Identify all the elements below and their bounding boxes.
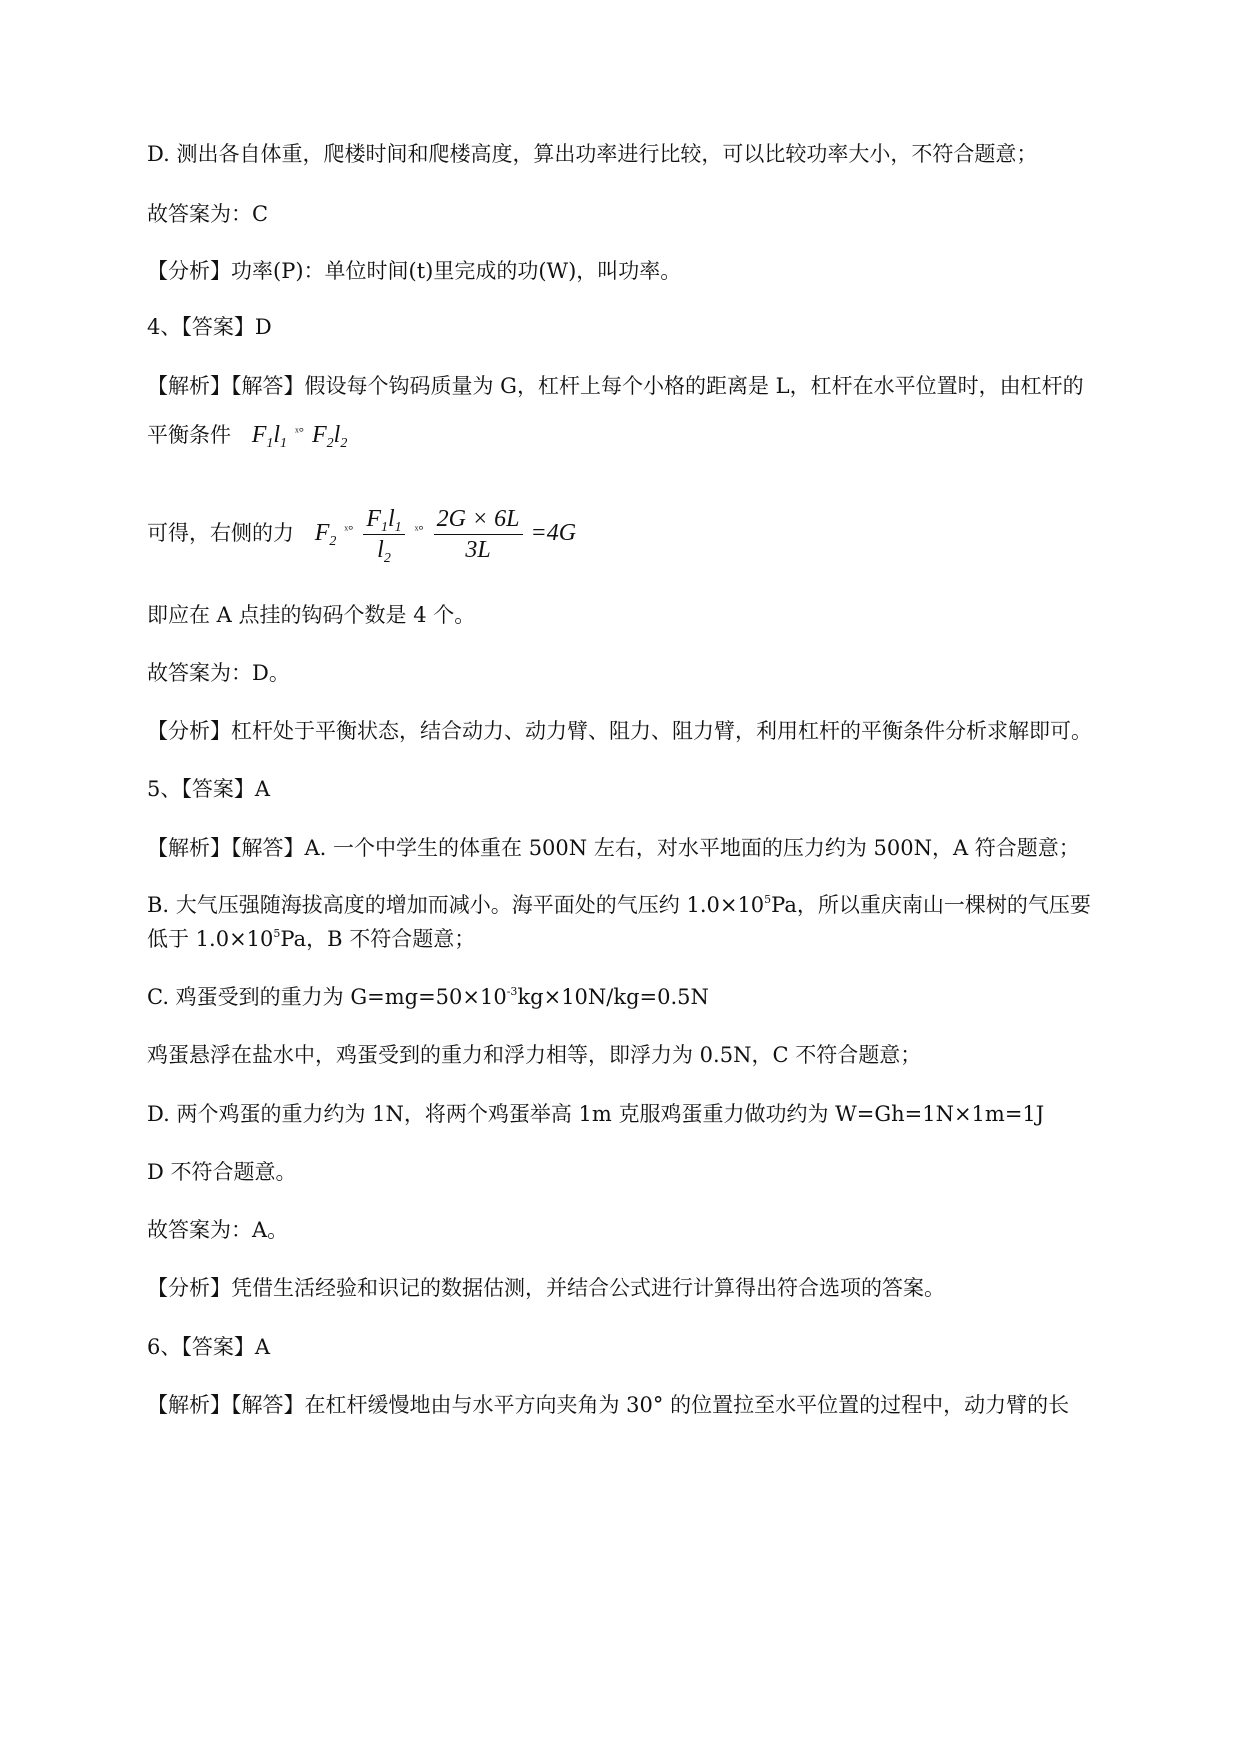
text-line: 【分析】功率(P)：单位时间(t)里完成的功(W)，叫功率。 (147, 259, 682, 283)
text-line: B. 大气压强随海拔高度的增加而减小。海平面处的气压约 $1.0\times 10^5Pa$，所以重庆南山一棵树的气压要 (147, 893, 1091, 917)
text-line: 故答案为：C (147, 202, 269, 226)
text-line: D 不符合题意。 (147, 1160, 297, 1184)
text-line: D. 测出各自体重，爬楼时间和爬楼高度，算出功率进行比较，可以比较功率大小，不符合题意； (147, 142, 1038, 166)
text-line: 【分析】凭借生活经验和识记的数据估测，并结合公式进行计算得出符合选项的答案。 (147, 1276, 945, 1300)
fraction: $\frac{2G \times 6L}{3L}$ (434, 505, 523, 564)
question-answer-heading: 6、【答案】A (147, 1335, 271, 1359)
text-line: C. 鸡蛋受到的重力为 $G=mg=50\times 10^{-3}kg\times 10N/kg=0.5N$ (147, 985, 709, 1009)
text-line: 【解析】【解答】假设每个钩码质量为 G，杠杆上每个小格的距离是 L，杠杆在水平位置时，由杠杆的 (147, 374, 1084, 398)
lever-balance-formula: $F_1l_1$ $^{ˣ^\circ}$ $F_2l_2$ (251, 422, 348, 451)
question-answer-heading: 5、【答案】A (147, 777, 271, 801)
text-line: 【分析】杠杆处于平衡状态，结合动力、动力臂、阻力、阻力臂，利用杠杆的平衡条件分析求解即可。 (147, 719, 1092, 743)
text-line: D. 两个鸡蛋的重力约为 1N，将两个鸡蛋举高 1m 克服鸡蛋重力做功约为 W=Gh=1N×1m=1J (147, 1102, 1045, 1126)
formula-line (147, 418, 1147, 449)
text-line: 故答案为：D。 (147, 661, 290, 685)
text-segment: 可得，右侧的力 (147, 521, 294, 545)
right-force-formula: $F_2$ $^{ˣ^\circ}$ $\frac{F_1l_1}{l_2}$ $^{ˣ^\circ}$ $\frac{2G \times 6L}{3L}$ =4G (314, 505, 577, 566)
text-line: 鸡蛋悬浮在盐水中，鸡蛋受到的重力和浮力相等，即浮力为 0.5N，C 不符合题意； (147, 1043, 922, 1067)
text-segment: 平衡条件 (147, 423, 231, 447)
question-answer-heading: 4、【答案】D (147, 315, 272, 339)
text-line: 故答案为：A。 (147, 1218, 289, 1242)
formula-line (147, 490, 1147, 570)
fraction: $\frac{F_1l_1}{l_2}$ (363, 505, 404, 564)
text-line: 低于 $1.0\times 10^5Pa$，B 不符合题意； (147, 927, 476, 951)
text-line: 【解析】【解答】在杠杆缓慢地由与水平方向夹角为 30° 的位置拉至水平位置的过程中，动力臂的长 (147, 1393, 1070, 1417)
text-line: 即应在 A 点挂的钩码个数是 4 个。 (147, 603, 476, 627)
text-line: 【解析】【解答】A. 一个中学生的体重在 500N 左右，对水平地面的压力约为 500N，A 符合题意； (147, 836, 1080, 860)
